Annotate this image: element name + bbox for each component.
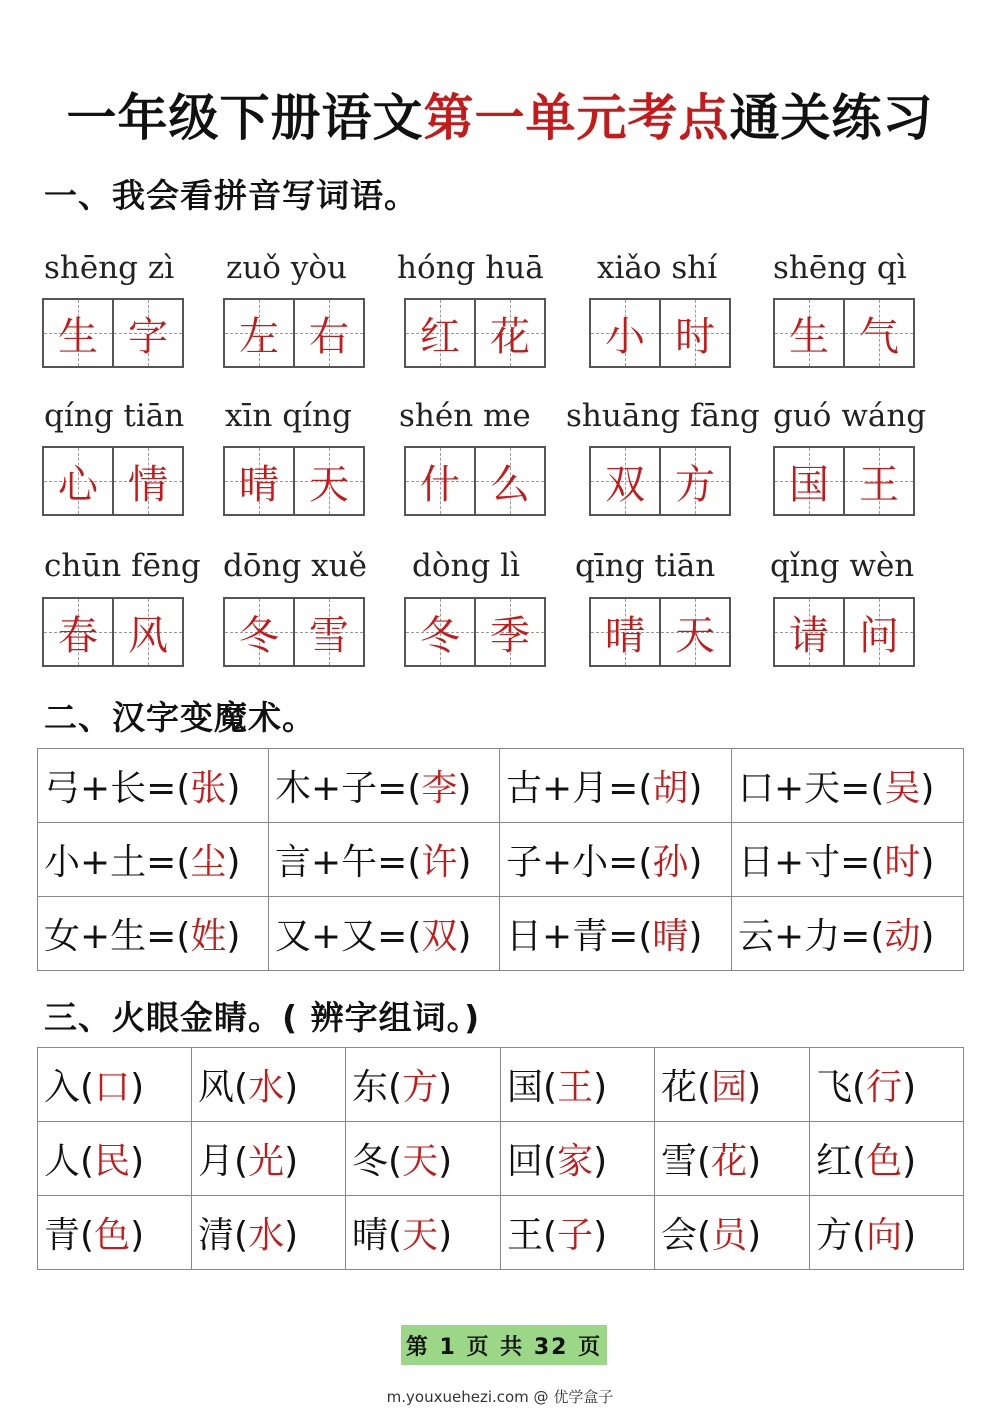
answer-character-cell bbox=[225, 599, 293, 665]
equation-cell: 口+天=(吴) bbox=[732, 749, 964, 823]
answer-character-cell bbox=[775, 599, 843, 665]
tianzige-box bbox=[42, 446, 184, 516]
equation-text: 日+寸= bbox=[738, 842, 871, 883]
title-highlight: 第一单元考点 bbox=[423, 89, 730, 147]
tianzige-box bbox=[404, 298, 546, 368]
tianzige-box bbox=[773, 597, 915, 667]
answer-character: 雪 bbox=[309, 612, 349, 659]
equation-text: 云+力= bbox=[738, 916, 871, 957]
given-character: 冬 bbox=[352, 1141, 389, 1182]
pinyin-label: shēng qì bbox=[773, 250, 907, 286]
pinyin-label: shēng zì bbox=[44, 250, 175, 286]
pinyin-label: qīng tiān bbox=[575, 548, 716, 584]
equation-text: 古+月= bbox=[506, 768, 639, 809]
table-row bbox=[38, 1048, 964, 1122]
equation-cell: 弓+长=(张) bbox=[38, 749, 269, 823]
word-pair-cell: 风(水) bbox=[192, 1048, 346, 1122]
equation-cell: 古+月=(胡) bbox=[500, 749, 732, 823]
answer-character-cell bbox=[474, 448, 544, 514]
given-character: 国 bbox=[507, 1067, 544, 1108]
answer-character-cell bbox=[112, 300, 182, 366]
given-character: 青 bbox=[44, 1215, 81, 1256]
given-character: 雪 bbox=[661, 1141, 698, 1182]
word-pair-cell: 方(向) bbox=[810, 1196, 964, 1270]
pinyin-label: shuāng fāng bbox=[566, 398, 760, 434]
equation-cell: 女+生=(姓) bbox=[38, 897, 269, 971]
word-pair-cell: 会(员) bbox=[655, 1196, 810, 1270]
answer-character: 么 bbox=[490, 461, 530, 508]
answer-character-cell bbox=[225, 300, 293, 366]
tianzige-box bbox=[589, 446, 731, 516]
word-pair-cell: 雪(花) bbox=[655, 1122, 810, 1196]
word-pair-cell: 入(口) bbox=[38, 1048, 192, 1122]
answer-character: 风 bbox=[128, 612, 168, 659]
given-character: 清 bbox=[198, 1215, 235, 1256]
tianzige-box bbox=[42, 597, 184, 667]
equation-answer: 动 bbox=[884, 916, 921, 957]
answer-character-cell bbox=[44, 300, 112, 366]
answer-character-cell bbox=[44, 448, 112, 514]
equation-text: 子+小= bbox=[506, 842, 639, 883]
answer-character: 小 bbox=[605, 313, 645, 360]
equation-answer: 时 bbox=[884, 842, 921, 883]
equation-text: 日+青= bbox=[506, 916, 639, 957]
tianzige-box bbox=[223, 298, 365, 368]
equation-answer: 孙 bbox=[652, 842, 689, 883]
word-pair-cell: 国(王) bbox=[501, 1048, 655, 1122]
equation-cell: 日+寸=(时) bbox=[732, 823, 964, 897]
table-row bbox=[38, 897, 964, 971]
word-pair-cell: 晴(天) bbox=[346, 1196, 501, 1270]
answer-character-cell bbox=[293, 300, 363, 366]
word-answer: 色 bbox=[94, 1215, 131, 1256]
word-answer: 园 bbox=[711, 1067, 748, 1108]
answer-character: 生 bbox=[789, 313, 829, 360]
word-answer: 水 bbox=[248, 1067, 285, 1108]
pinyin-label: xiǎo shí bbox=[597, 250, 718, 286]
given-character: 晴 bbox=[352, 1215, 389, 1256]
equation-cell: 日+青=(晴) bbox=[500, 897, 732, 971]
answer-character-cell bbox=[44, 599, 112, 665]
given-character: 会 bbox=[661, 1215, 698, 1256]
pinyin-label: qíng tiān bbox=[44, 398, 185, 434]
equation-answer: 晴 bbox=[652, 916, 689, 957]
word-pair-cell: 回(家) bbox=[501, 1122, 655, 1196]
word-answer: 子 bbox=[557, 1215, 594, 1256]
answer-character-cell bbox=[659, 300, 729, 366]
table-row bbox=[38, 1122, 964, 1196]
answer-character-cell bbox=[843, 300, 913, 366]
equation-answer: 尘 bbox=[190, 842, 227, 883]
given-character: 红 bbox=[816, 1141, 853, 1182]
equation-text: 口+天= bbox=[738, 768, 871, 809]
equation-answer: 胡 bbox=[652, 768, 689, 809]
answer-character: 冬 bbox=[420, 612, 460, 659]
word-pair-cell: 红(色) bbox=[810, 1122, 964, 1196]
answer-character: 季 bbox=[490, 612, 530, 659]
word-pair-cell: 冬(天) bbox=[346, 1122, 501, 1196]
equation-text: 女+生= bbox=[44, 916, 177, 957]
equation-cell: 又+又=(双) bbox=[269, 897, 500, 971]
tianzige-box bbox=[589, 597, 731, 667]
page-title: 一年级下册语文第一单元考点通关练习 bbox=[66, 89, 934, 147]
pinyin-label: guó wáng bbox=[773, 398, 927, 434]
answer-character: 请 bbox=[789, 612, 829, 659]
word-pair-cell: 王(子) bbox=[501, 1196, 655, 1270]
answer-character: 双 bbox=[605, 461, 645, 508]
section2-heading: 二、汉字变魔术。 bbox=[44, 698, 316, 737]
answer-character-cell bbox=[843, 599, 913, 665]
equation-cell: 云+力=(动) bbox=[732, 897, 964, 971]
answer-character-cell bbox=[112, 448, 182, 514]
equation-cell: 小+土=(尘) bbox=[38, 823, 269, 897]
equation-cell: 子+小=(孙) bbox=[500, 823, 732, 897]
section3-heading: 三、火眼金睛。( 辨字组词。) bbox=[44, 998, 481, 1037]
answer-character-cell bbox=[474, 599, 544, 665]
answer-character: 晴 bbox=[239, 461, 279, 508]
equation-answer: 吴 bbox=[884, 768, 921, 809]
pinyin-label: qǐng wèn bbox=[770, 548, 915, 584]
answer-character-cell bbox=[775, 300, 843, 366]
answer-character-cell bbox=[225, 448, 293, 514]
word-answer: 光 bbox=[248, 1141, 285, 1182]
equation-answer: 李 bbox=[421, 768, 458, 809]
answer-character-cell bbox=[406, 300, 474, 366]
given-character: 回 bbox=[507, 1141, 544, 1182]
tianzige-box bbox=[223, 446, 365, 516]
word-pair-cell: 月(光) bbox=[192, 1122, 346, 1196]
word-answer: 天 bbox=[402, 1215, 439, 1256]
answer-character-cell bbox=[406, 448, 474, 514]
answer-character-cell bbox=[474, 300, 544, 366]
given-character: 飞 bbox=[816, 1067, 853, 1108]
equation-text: 又+又= bbox=[275, 916, 408, 957]
pinyin-label: xīn qíng bbox=[225, 398, 352, 434]
word-answer: 王 bbox=[557, 1067, 594, 1108]
character-magic-table bbox=[37, 748, 964, 971]
answer-character: 天 bbox=[675, 612, 715, 659]
equation-text: 言+午= bbox=[275, 842, 408, 883]
section1-heading: 一、我会看拼音写词语。 bbox=[44, 176, 418, 215]
answer-character: 字 bbox=[128, 313, 168, 360]
word-answer: 方 bbox=[402, 1067, 439, 1108]
given-character: 王 bbox=[507, 1215, 544, 1256]
word-pair-cell: 东(方) bbox=[346, 1048, 501, 1122]
answer-character: 花 bbox=[490, 313, 530, 360]
word-answer: 色 bbox=[866, 1141, 903, 1182]
answer-character-cell bbox=[843, 448, 913, 514]
answer-character: 生 bbox=[58, 313, 98, 360]
equation-answer: 姓 bbox=[190, 916, 227, 957]
answer-character: 方 bbox=[675, 461, 715, 508]
pinyin-label: dòng lì bbox=[412, 548, 521, 584]
word-answer: 天 bbox=[402, 1141, 439, 1182]
answer-character: 情 bbox=[128, 461, 168, 508]
word-answer: 水 bbox=[248, 1215, 285, 1256]
tianzige-box bbox=[773, 298, 915, 368]
page-number-badge: 第 1 页 共 32 页 bbox=[401, 1325, 607, 1365]
answer-character: 王 bbox=[859, 461, 899, 508]
tianzige-box bbox=[404, 446, 546, 516]
answer-character-cell bbox=[775, 448, 843, 514]
answer-character: 问 bbox=[859, 612, 899, 659]
tianzige-box bbox=[223, 597, 365, 667]
pinyin-label: chūn fēng bbox=[44, 548, 201, 584]
word-answer: 行 bbox=[866, 1067, 903, 1108]
word-answer: 向 bbox=[866, 1215, 903, 1256]
word-pair-cell: 飞(行) bbox=[810, 1048, 964, 1122]
given-character: 方 bbox=[816, 1215, 853, 1256]
table-row bbox=[38, 749, 964, 823]
answer-character-cell bbox=[406, 599, 474, 665]
answer-character: 右 bbox=[309, 313, 349, 360]
equation-text: 弓+长= bbox=[44, 768, 177, 809]
answer-character: 心 bbox=[58, 461, 98, 508]
answer-character: 时 bbox=[675, 313, 715, 360]
answer-character-cell bbox=[591, 448, 659, 514]
answer-character-cell bbox=[293, 599, 363, 665]
answer-character: 国 bbox=[789, 461, 829, 508]
answer-character: 红 bbox=[420, 313, 460, 360]
equation-text: 小+土= bbox=[44, 842, 177, 883]
given-character: 月 bbox=[198, 1141, 235, 1182]
pinyin-label: shén me bbox=[399, 398, 531, 434]
answer-character-cell bbox=[112, 599, 182, 665]
answer-character-cell bbox=[659, 599, 729, 665]
table-row bbox=[38, 1196, 964, 1270]
tianzige-box bbox=[773, 446, 915, 516]
word-pair-cell: 青(色) bbox=[38, 1196, 192, 1270]
pinyin-label: dōng xuě bbox=[223, 548, 367, 584]
answer-character: 什 bbox=[420, 461, 460, 508]
equation-cell: 木+子=(李) bbox=[269, 749, 500, 823]
site-credit: m.youxuehezi.com @ 优学盒子 bbox=[386, 1388, 614, 1406]
word-answer: 花 bbox=[711, 1141, 748, 1182]
answer-character-cell bbox=[591, 599, 659, 665]
given-character: 东 bbox=[352, 1067, 389, 1108]
tianzige-box bbox=[404, 597, 546, 667]
equation-answer: 双 bbox=[421, 916, 458, 957]
answer-character-cell bbox=[659, 448, 729, 514]
word-answer: 员 bbox=[711, 1215, 748, 1256]
tianzige-box bbox=[589, 298, 731, 368]
answer-character: 气 bbox=[859, 313, 899, 360]
word-group-table bbox=[37, 1047, 964, 1270]
answer-character: 冬 bbox=[239, 612, 279, 659]
answer-character: 春 bbox=[58, 612, 98, 659]
answer-character-cell bbox=[293, 448, 363, 514]
word-pair-cell: 花(园) bbox=[655, 1048, 810, 1122]
word-answer: 口 bbox=[94, 1067, 131, 1108]
word-answer: 家 bbox=[557, 1141, 594, 1182]
answer-character-cell bbox=[591, 300, 659, 366]
equation-text: 木+子= bbox=[275, 768, 408, 809]
table-row bbox=[38, 823, 964, 897]
equation-answer: 许 bbox=[421, 842, 458, 883]
word-pair-cell: 清(水) bbox=[192, 1196, 346, 1270]
equation-answer: 张 bbox=[190, 768, 227, 809]
given-character: 人 bbox=[44, 1141, 81, 1182]
given-character: 风 bbox=[198, 1067, 235, 1108]
word-pair-cell: 人(民) bbox=[38, 1122, 192, 1196]
tianzige-box bbox=[42, 298, 184, 368]
pinyin-label: hóng huā bbox=[397, 250, 544, 286]
answer-character: 左 bbox=[239, 313, 279, 360]
word-answer: 民 bbox=[94, 1141, 131, 1182]
pinyin-label: zuǒ yòu bbox=[226, 250, 347, 286]
given-character: 花 bbox=[661, 1067, 698, 1108]
given-character: 入 bbox=[44, 1067, 81, 1108]
equation-cell: 言+午=(许) bbox=[269, 823, 500, 897]
answer-character: 晴 bbox=[605, 612, 645, 659]
answer-character: 天 bbox=[309, 461, 349, 508]
